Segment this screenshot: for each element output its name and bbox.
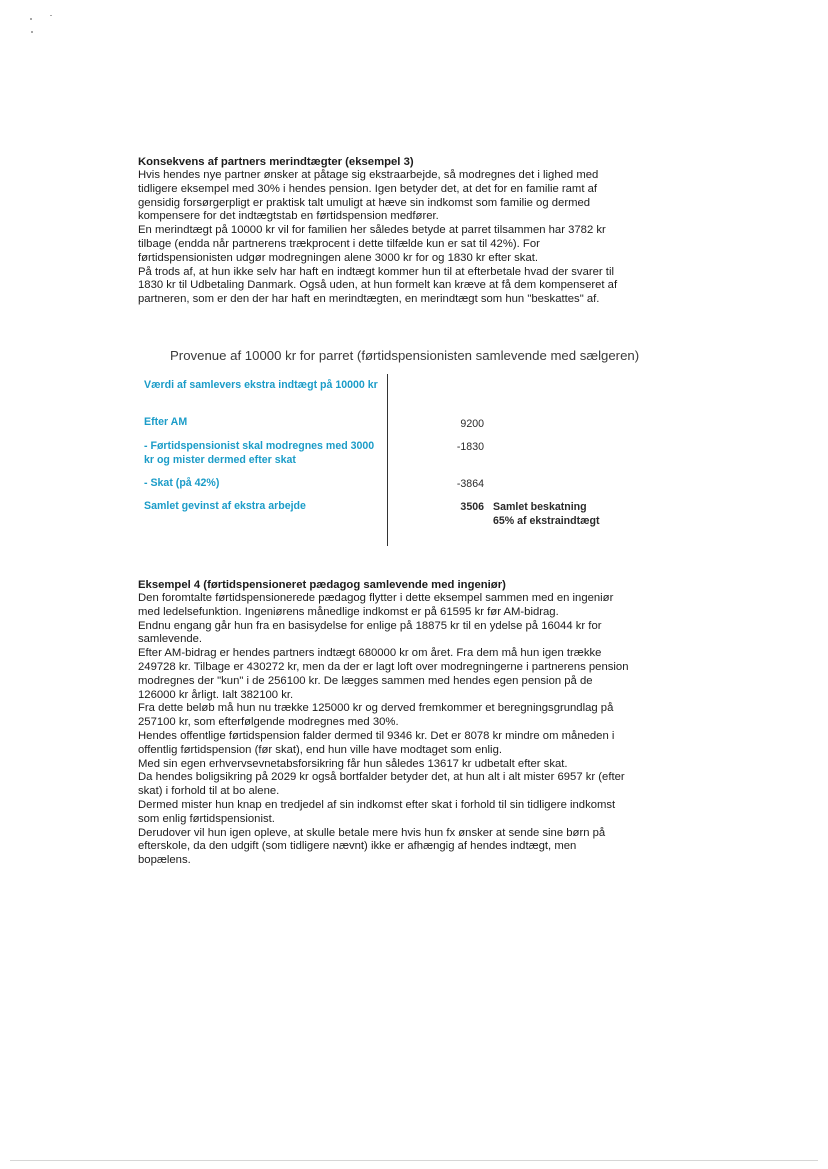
table-divider — [387, 374, 388, 546]
row-value: 9200 — [460, 418, 484, 430]
text-line: Endnu engang går hun fra en basisydelse for enlige på 18875 kr til en ydelse på 16044 kr for — [138, 619, 602, 632]
text-line: Derudover vil hun igen opleve, at skulle betale mere hvis hun fx ønsker at sende sine børn på — [138, 826, 606, 839]
row-label: - Skat (på 42%) — [144, 477, 220, 489]
text-line: 1830 kr til Udbetaling Danmark. Også uden, at hun formelt kan kræve at få dem kompenseret af — [138, 279, 618, 292]
section-example-4 — [138, 578, 698, 868]
text-line: efterskole, da den udgift (som tidligere nævnt) ikke er afhængig af hendes indtægt, men — [138, 840, 577, 853]
scan-speck — [31, 31, 33, 33]
text-line: førtidspensionisten udgør modregningen alene 3000 kr for og 1830 kr efter skat. — [138, 251, 539, 264]
text-line: tilbage (endda når partnerens trækprocent i dette tilfælde kun er sat til 42%). For — [138, 237, 540, 250]
text-line: Dermed mister hun knap en tredjedel af sin indkomst efter skat i forhold til sin tidligere indkomst — [138, 798, 616, 811]
section-heading: Eksempel 4 (førtidspensioneret pædagog samlevende med ingeniør) — [138, 579, 506, 591]
text-line: På trods af, at hun ikke selv har haft en indtægt kommer hun til at efterbetale hvad der svarer til — [138, 265, 614, 278]
text-line: modregnes der "kun" i de 256100 kr. De lægges sammen med hendes egen pension på de — [138, 674, 593, 687]
text-line: bopælens. — [138, 854, 191, 867]
text-line: 249728 kr. Tilbage er 430272 kr, men da der er lagt loft over modregningerne i partnerens pension — [138, 660, 629, 673]
text-line: 126000 kr årligt. Ialt 382100 kr. — [138, 688, 294, 701]
text-line: Fra dette beløb må hun nu trække 125000 kr og derved fremkommer et beregningsgrundlag på — [138, 702, 614, 715]
text-line: partneren, som er den der har haft en merindtægten, en merindtægt som hun "beskattes" af. — [138, 293, 600, 306]
text-line: Den foromtalte førtidspensionerede pædagog flytter i dette eksempel sammen med en ingeniør — [138, 592, 614, 604]
row-label: Værdi af samlevers ekstra indtægt på 10000 kr — [144, 379, 378, 391]
table-title: Provenue af 10000 kr for parret (førtidspensionisten samlevende med sælgeren) — [170, 348, 640, 363]
row-note: Samlet beskatning 65% af ekstraindtægt — [493, 501, 600, 527]
row-label: Efter AM — [144, 416, 188, 428]
page-bottom-rule — [10, 1160, 818, 1161]
scan-speck — [30, 18, 32, 20]
text-line: tidligere eksempel med 30% i hendes pension. Igen betyder det, at det for en familie ramt af — [138, 182, 598, 195]
row-value: 3506 — [460, 501, 484, 513]
text-line: skat) i forhold til at bo alene. — [138, 785, 280, 798]
text-line: Med sin egen erhvervsevnetabsforsikring får hun således 13617 kr udbetalt efter skat. — [138, 757, 568, 770]
row-value: -1830 — [456, 441, 484, 453]
text-line: Efter AM-bidrag er hendes partners indtægt 680000 kr om året. Fra dem må hun igen trække — [138, 647, 602, 660]
text-line: gensidig forsørgerpligt er praktisk talt umuligt at hæve sin indkomst som familie og dermed — [138, 196, 591, 209]
section-heading: Konsekvens af partners merindtægter (eksempel 3) — [138, 156, 414, 168]
section-example-3 — [138, 155, 698, 307]
text-line: samlevende. — [138, 633, 203, 646]
row-label: - Førtidspensionist skal modregnes med 3000 kr og mister dermed efter skat — [144, 440, 375, 466]
text-line: Hvis hendes nye partner ønsker at påtage sig ekstraarbejde, så modregnes det i lighed med — [138, 169, 599, 181]
row-label: Samlet gevinst af ekstra arbejde — [144, 500, 306, 512]
scan-speck — [50, 15, 52, 16]
text-line: kompensere for det indtægtstab en førtidspension medfører. — [138, 210, 439, 223]
text-line: offentlig førtidspension (før skat), end hun ville have modtaget som enlig. — [138, 743, 502, 756]
text-line: med ledelsefunktion. Ingeniørens månedlige indkomst er på 61595 kr før AM-bidrag. — [138, 605, 559, 618]
text-line: Da hendes boligsikring på 2029 kr også bortfalder betyder det, at hun alt i alt mister 6957 kr (efter — [138, 771, 625, 784]
row-value: -3864 — [456, 478, 484, 490]
text-line: Hendes offentlige førtidspension falder dermed til 9346 kr. Det er 8078 kr mindre om måneden i — [138, 729, 615, 742]
text-line: 257100 kr, som efterfølgende modregnes med 30%. — [138, 716, 399, 729]
text-line: En merindtægt på 10000 kr vil for familien her således betyde at parret tilsammen har 3782 kr — [138, 224, 606, 237]
text-line: som enlig førtidspensionist. — [138, 812, 275, 825]
